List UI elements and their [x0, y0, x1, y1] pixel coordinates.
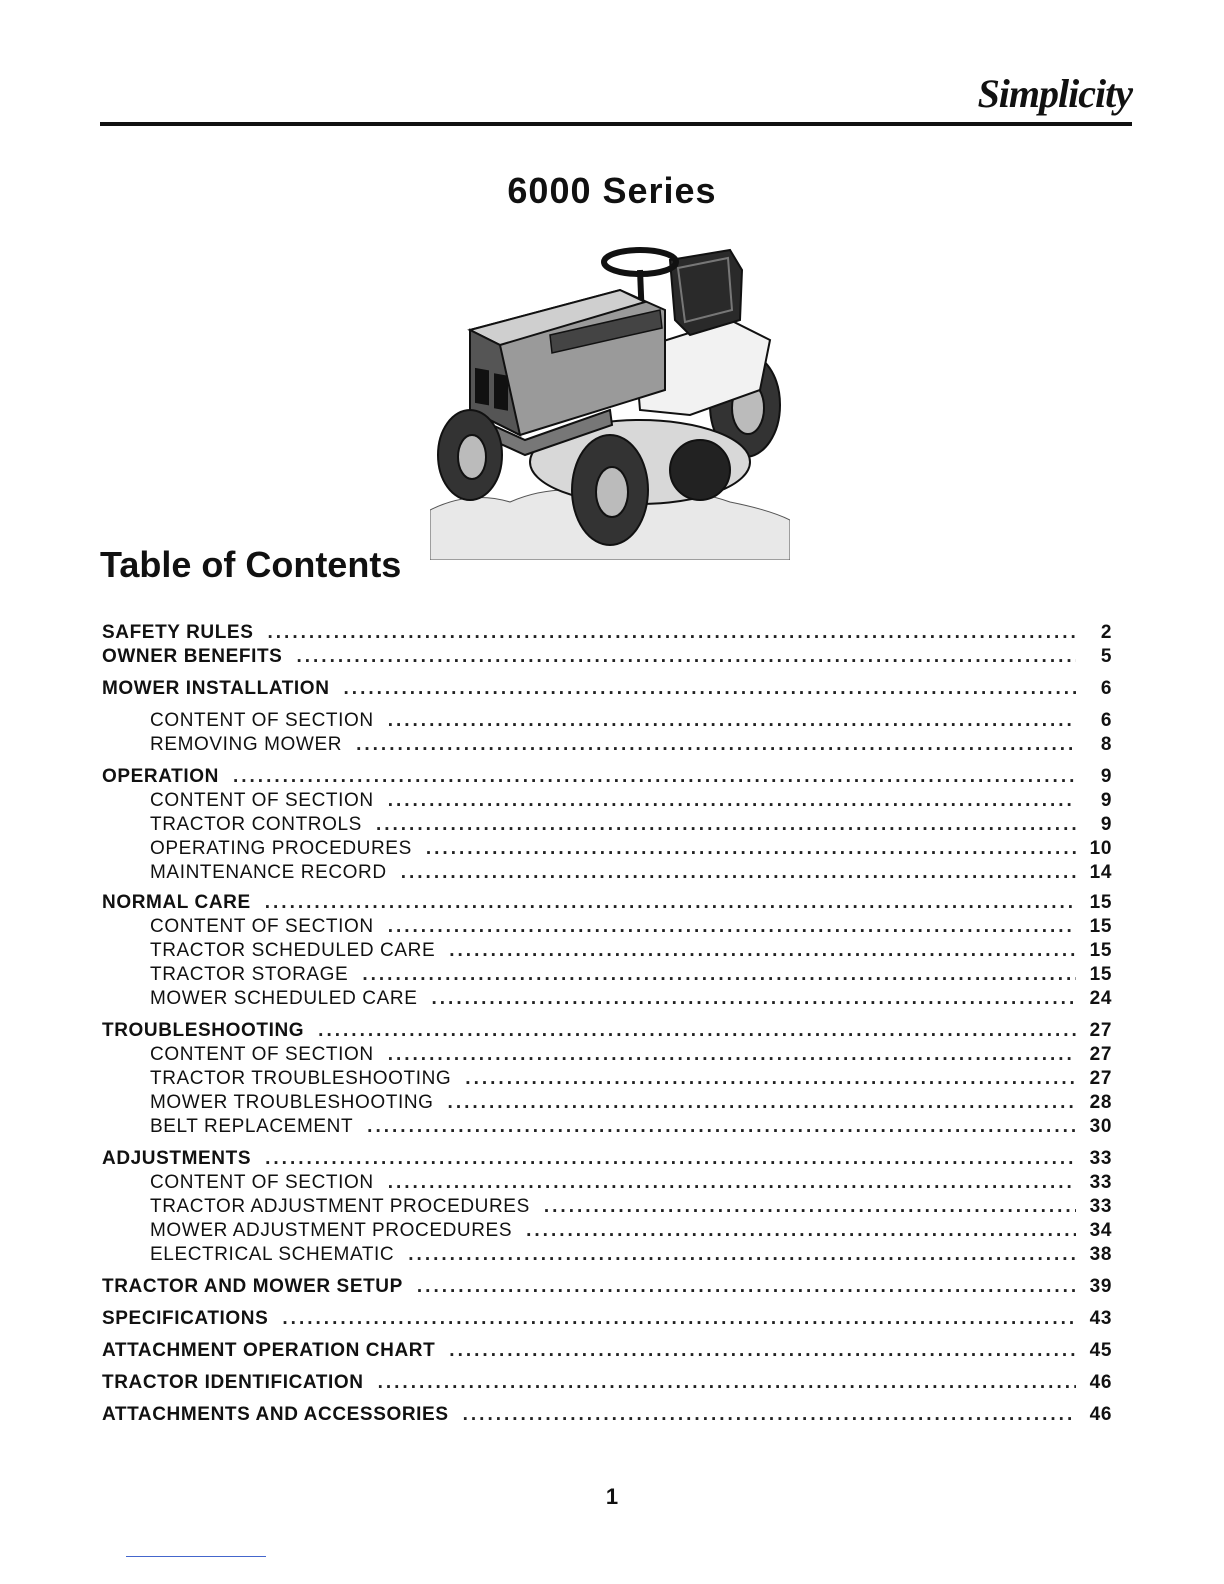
toc-entry	[102, 892, 1112, 916]
toc-entry	[102, 710, 1112, 734]
toc-entry-page: 10	[1089, 838, 1112, 859]
toc-entry	[102, 1404, 1112, 1428]
toc-entry-page: 30	[1089, 1116, 1112, 1137]
toc-entry-page: 33	[1089, 1148, 1112, 1169]
toc-leader-dots	[356, 734, 1076, 756]
toc-entry-label: TRACTOR ADJUSTMENT PROCEDURES	[150, 1196, 530, 1217]
toc-leader-dots	[388, 1172, 1076, 1194]
toc-entry-label: MOWER INSTALLATION	[102, 678, 330, 699]
toc-entry	[102, 766, 1112, 790]
toc-entry-page: 15	[1089, 916, 1112, 937]
toc-leader-dots	[296, 646, 1076, 668]
toc-entry	[102, 1276, 1112, 1300]
toc-entry-page: 33	[1089, 1196, 1112, 1217]
toc-entry	[102, 790, 1112, 814]
toc-entry-label: CONTENT OF SECTION	[150, 1172, 374, 1193]
toc-entry-label: MAINTENANCE RECORD	[150, 862, 387, 883]
toc-heading: Table of Contents	[100, 544, 402, 585]
toc-entry-label: ATTACHMENT OPERATION CHART	[102, 1340, 436, 1361]
toc-entry-page: 27	[1089, 1020, 1112, 1041]
toc-entry-page: 15	[1089, 940, 1112, 961]
toc-entry-page: 39	[1089, 1276, 1112, 1297]
toc-entry	[102, 838, 1112, 862]
series-title: 6000 Series	[507, 170, 717, 211]
toc-entry-page: 45	[1089, 1340, 1112, 1361]
toc-entry	[102, 1092, 1112, 1116]
toc-entry-page: 14	[1089, 862, 1112, 883]
brand-logo: Simplicity	[977, 71, 1132, 116]
toc-leader-dots	[401, 862, 1076, 884]
toc-leader-dots	[544, 1196, 1076, 1218]
toc-entry-label: OPERATING PROCEDURES	[150, 838, 412, 859]
toc-entry	[102, 814, 1112, 838]
toc-entry-label: TRACTOR IDENTIFICATION	[102, 1372, 364, 1393]
toc-entry	[102, 1244, 1112, 1268]
toc-entry-page: 27	[1089, 1044, 1112, 1065]
tractor-illustration-icon	[430, 240, 790, 560]
toc-entry-label: SPECIFICATIONS	[102, 1308, 269, 1329]
toc-leader-dots	[431, 988, 1076, 1010]
toc-entry-page: 38	[1089, 1244, 1112, 1265]
toc-leader-dots	[362, 964, 1076, 986]
toc-entry-label: NORMAL CARE	[102, 892, 251, 913]
toc-entry	[102, 646, 1112, 670]
toc-entry	[102, 964, 1112, 988]
toc-entry	[102, 1196, 1112, 1220]
toc-leader-dots	[233, 766, 1076, 788]
toc-entry-label: MOWER ADJUSTMENT PROCEDURES	[150, 1220, 513, 1241]
toc-entry	[102, 1220, 1112, 1244]
toc-entry-page: 28	[1089, 1092, 1112, 1113]
toc-entry-label: SAFETY RULES	[102, 622, 254, 643]
toc-leader-dots	[426, 838, 1076, 860]
toc-entry-page: 2	[1100, 622, 1112, 643]
toc-entry-label: ATTACHMENTS AND ACCESSORIES	[102, 1404, 449, 1425]
toc-entry-page: 6	[1100, 710, 1112, 731]
toc-entry-page: 15	[1089, 892, 1112, 913]
toc-entry-label: CONTENT OF SECTION	[150, 790, 374, 811]
toc-entry-label: TRACTOR CONTROLS	[150, 814, 362, 835]
scan-artifact-line	[126, 1556, 266, 1557]
toc-entry	[102, 1044, 1112, 1068]
toc-leader-dots	[376, 814, 1076, 836]
toc-entry	[102, 678, 1112, 702]
toc-entry	[102, 1340, 1112, 1364]
toc-leader-dots	[367, 1116, 1076, 1138]
toc-entry	[102, 916, 1112, 940]
toc-leader-dots	[526, 1220, 1076, 1242]
toc-entry-label: TRACTOR TROUBLESHOOTING	[150, 1068, 452, 1089]
toc-leader-dots	[282, 1308, 1076, 1330]
toc-entry-page: 8	[1100, 734, 1112, 755]
toc-leader-dots	[465, 1068, 1076, 1090]
toc-leader-dots	[267, 622, 1076, 644]
toc-entry-page: 9	[1100, 766, 1112, 787]
toc-entry-label: TRACTOR SCHEDULED CARE	[150, 940, 436, 961]
toc-entry-label: MOWER SCHEDULED CARE	[150, 988, 418, 1009]
toc-leader-dots	[449, 1340, 1076, 1362]
toc-entry-label: ADJUSTMENTS	[102, 1148, 252, 1169]
toc-entry-label: OWNER BENEFITS	[102, 646, 283, 667]
page-number: 1	[605, 1484, 619, 1509]
toc-entry	[102, 1148, 1112, 1172]
toc-entry-page: 9	[1100, 814, 1112, 835]
toc-entry-page: 9	[1100, 790, 1112, 811]
toc-leader-dots	[318, 1020, 1076, 1042]
toc-entry-page: 33	[1089, 1172, 1112, 1193]
toc-leader-dots	[388, 790, 1076, 812]
toc-entry-label: CONTENT OF SECTION	[150, 1044, 374, 1065]
toc-entry	[102, 940, 1112, 964]
toc-entry-label: BELT REPLACEMENT	[150, 1116, 354, 1137]
toc-leader-dots	[448, 1092, 1076, 1114]
toc-entry-label: CONTENT OF SECTION	[150, 710, 374, 731]
table-of-contents	[102, 622, 1112, 1428]
toc-entry-label: TRACTOR STORAGE	[150, 964, 349, 985]
toc-leader-dots	[388, 1044, 1076, 1066]
toc-entry-page: 46	[1089, 1372, 1112, 1393]
toc-leader-dots	[408, 1244, 1076, 1266]
toc-entry-page: 15	[1089, 964, 1112, 985]
toc-leader-dots	[463, 1404, 1076, 1426]
toc-entry	[102, 1372, 1112, 1396]
toc-leader-dots	[449, 940, 1076, 962]
toc-entry	[102, 1308, 1112, 1332]
toc-leader-dots	[388, 916, 1076, 938]
toc-entry	[102, 1172, 1112, 1196]
toc-entry-page: 34	[1089, 1220, 1112, 1241]
toc-leader-dots	[265, 1148, 1076, 1170]
toc-entry-label: MOWER TROUBLESHOOTING	[150, 1092, 434, 1113]
toc-entry-page: 46	[1089, 1404, 1112, 1425]
toc-entry	[102, 1068, 1112, 1092]
toc-entry-page: 43	[1089, 1308, 1112, 1329]
toc-entry-label: ELECTRICAL SCHEMATIC	[150, 1244, 395, 1265]
toc-entry	[102, 862, 1112, 886]
header-rule	[100, 122, 1132, 126]
toc-entry	[102, 1116, 1112, 1140]
toc-entry-label: TROUBLESHOOTING	[102, 1020, 305, 1041]
toc-entry-label: CONTENT OF SECTION	[150, 916, 374, 937]
toc-leader-dots	[265, 892, 1076, 914]
toc-leader-dots	[417, 1276, 1076, 1298]
toc-leader-dots	[388, 710, 1076, 732]
toc-entry-page: 6	[1100, 678, 1112, 699]
toc-entry-label: OPERATION	[102, 766, 219, 787]
toc-entry-label: TRACTOR AND MOWER SETUP	[102, 1276, 403, 1297]
toc-entry-label: REMOVING MOWER	[150, 734, 343, 755]
toc-entry-page: 27	[1089, 1068, 1112, 1089]
toc-leader-dots	[378, 1372, 1076, 1394]
toc-entry-page: 5	[1100, 646, 1112, 667]
toc-entry	[102, 734, 1112, 758]
toc-leader-dots	[344, 678, 1076, 700]
toc-entry	[102, 622, 1112, 646]
toc-entry-page: 24	[1089, 988, 1112, 1009]
toc-entry	[102, 988, 1112, 1012]
toc-entry	[102, 1020, 1112, 1044]
